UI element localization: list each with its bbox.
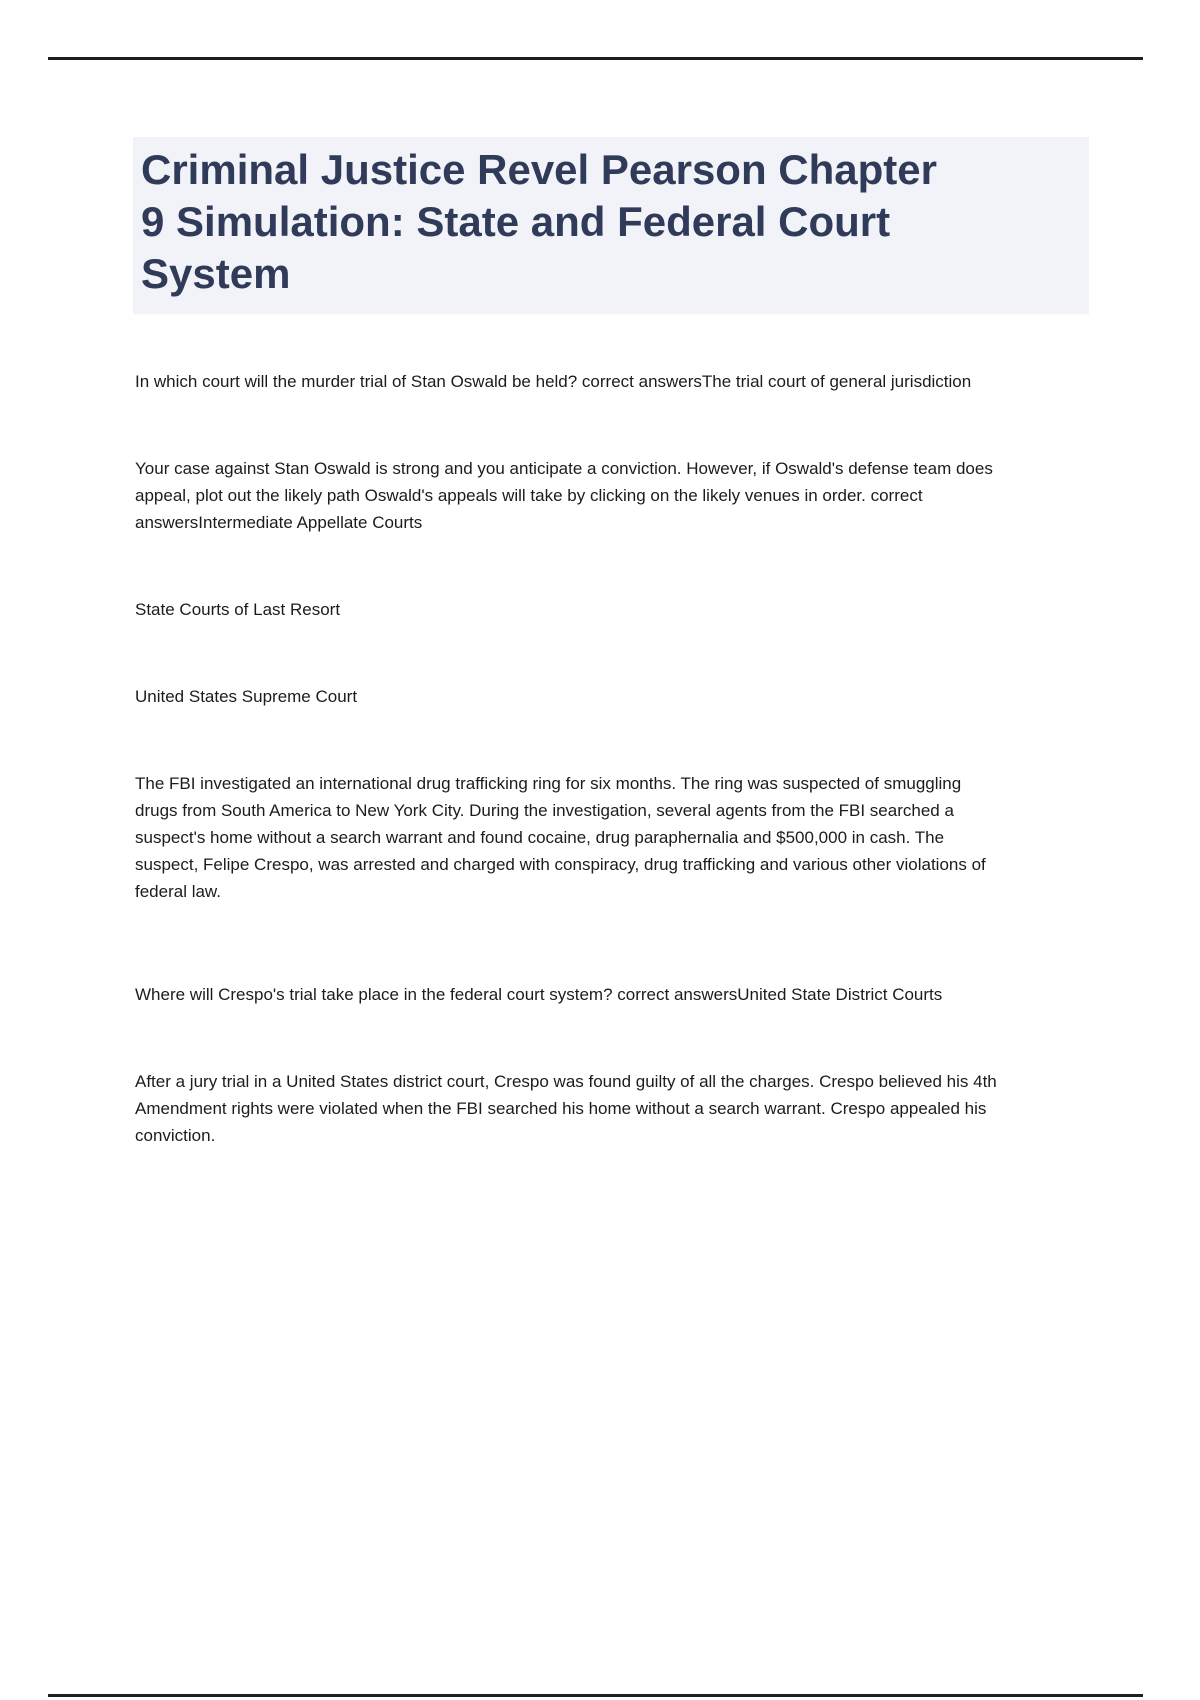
document-body	[135, 368, 1000, 1209]
page-title-line-2: 9 Simulation: State and Federal Court	[141, 198, 891, 245]
bottom-divider	[48, 1694, 1143, 1697]
qa-paragraph-us-supreme-court: United States Supreme Court	[135, 687, 358, 706]
qa-paragraph-crespo-appeal: After a jury trial in a United States district court, Crespo was found guilty of all the charges. Crespo believed his 4th Amendment rights were violated when the FBI searched his home without a search warrant. Crespo appealed his conviction.	[135, 1072, 997, 1145]
qa-paragraph-fbi-scenario: The FBI investigated an international drug trafficking ring for six months. The ring was suspected of smuggling drugs from South America to New York City. During the investigation, several agents from the FBI searched a suspect's home without a search warrant and found cocaine, drug paraphernalia and $500,000 in cash. The suspect, Felipe Crespo, was arrested and charged with conspiracy, drug trafficking and various other violations of federal law.	[135, 774, 986, 901]
top-divider	[48, 57, 1143, 60]
page-title-line-3: System	[141, 250, 291, 297]
qa-paragraph-question-crespo-trial: Where will Crespo's trial take place in the federal court system? correct answersUnited State District Courts	[135, 985, 943, 1004]
qa-paragraph-question-oswald-appeal: Your case against Stan Oswald is strong and you anticipate a conviction. However, if Oswald's defense team does appeal, plot out the likely path Oswald's appeals will take by clicking on the likely venues in order. correct answersIntermediate Appellate Courts	[135, 459, 993, 532]
qa-paragraph-state-courts-last-resort: State Courts of Last Resort	[135, 600, 341, 619]
page-title-line-1: Criminal Justice Revel Pearson Chapter	[141, 146, 937, 193]
page-title	[133, 137, 1089, 314]
qa-paragraph-question-oswald-trial: In which court will the murder trial of Stan Oswald be held? correct answersThe trial court of general jurisdiction	[135, 372, 972, 391]
